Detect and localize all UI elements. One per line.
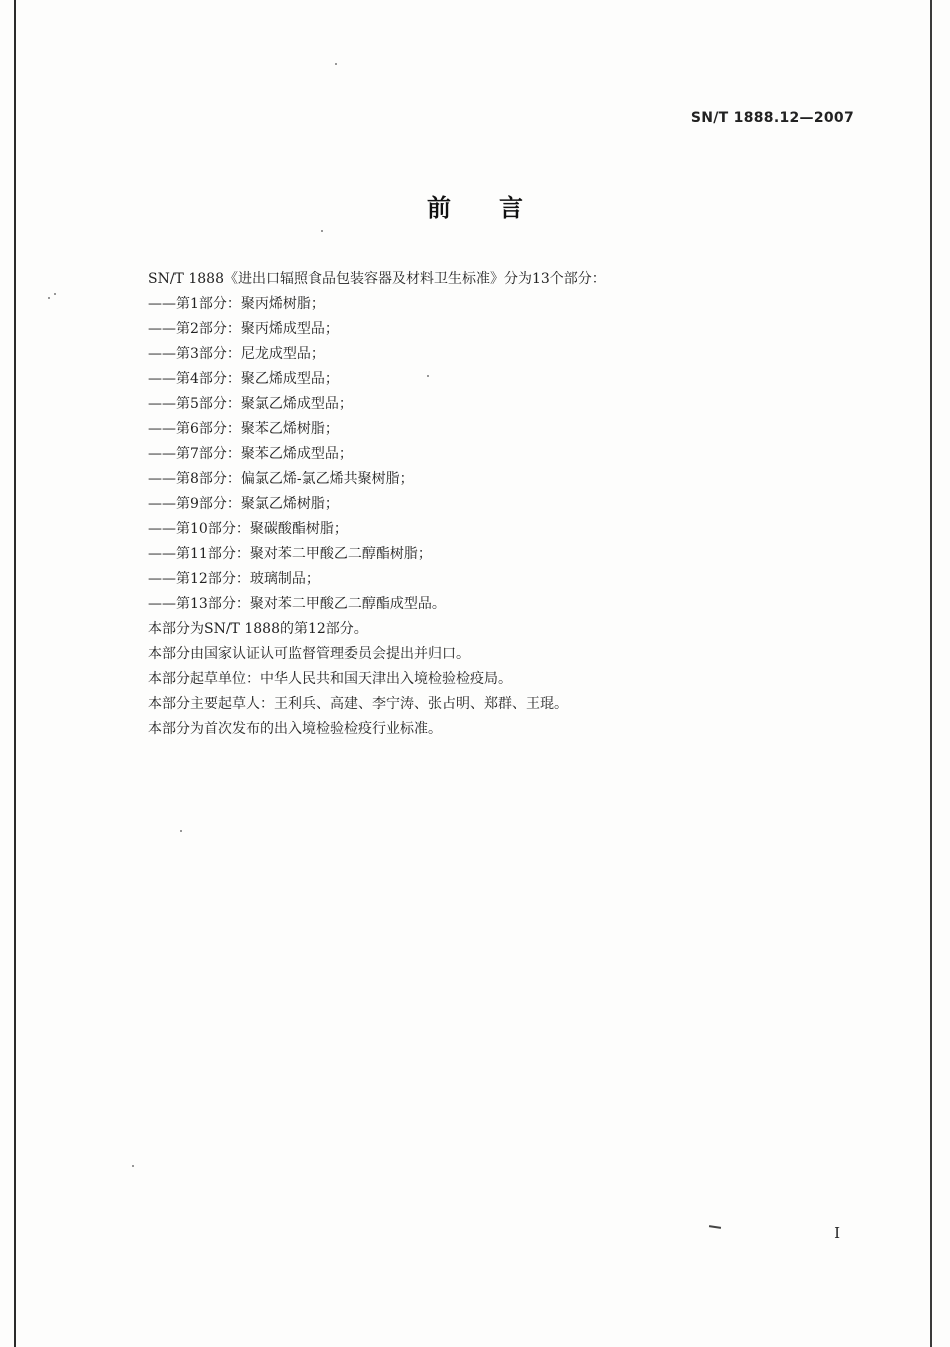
- standard-code: SN/T 1888.12—2007: [690, 110, 854, 126]
- part-item: ——第6部分：聚苯乙烯树脂；: [148, 421, 339, 437]
- part-item: ——第10部分：聚碳酸酯树脂；: [148, 521, 348, 537]
- statement-line: 本部分为首次发布的出入境检验检疫行业标准。: [148, 721, 442, 737]
- statement-line: 本部分主要起草人：王利兵、高建、李宁涛、张占明、郑群、王琨。: [148, 696, 568, 712]
- part-item: ——第3部分：尼龙成型品；: [148, 346, 325, 362]
- part-item: ——第8部分：偏氯乙烯-氯乙烯共聚树脂；: [148, 471, 414, 487]
- scan-speck: [335, 63, 337, 65]
- intro-line: SN/T 1888《进出口辐照食品包装容器及材料卫生标准》分为13个部分：: [148, 271, 606, 287]
- scan-speck: [54, 293, 56, 295]
- page-title: 前言: [427, 194, 571, 222]
- scan-speck: [180, 830, 182, 832]
- scan-speck: [321, 230, 323, 232]
- scan-speck: [427, 375, 429, 377]
- part-item: ——第4部分：聚乙烯成型品；: [148, 371, 339, 387]
- part-item: ——第12部分：玻璃制品；: [148, 571, 320, 587]
- scan-mark: [709, 1225, 721, 1229]
- part-item: ——第2部分：聚丙烯成型品；: [148, 321, 339, 337]
- statement-line: 本部分为SN/T 1888的第12部分。: [148, 621, 368, 637]
- part-item: ——第7部分：聚苯乙烯成型品；: [148, 446, 353, 462]
- part-item: ——第5部分：聚氯乙烯成型品；: [148, 396, 353, 412]
- scan-speck: [132, 1165, 134, 1167]
- part-item: ——第13部分：聚对苯二甲酸乙二醇酯成型品。: [148, 596, 446, 612]
- foreword-body: [148, 267, 868, 742]
- part-item: ——第11部分：聚对苯二甲酸乙二醇酯树脂；: [148, 546, 432, 562]
- part-item: ——第9部分：聚氯乙烯树脂；: [148, 496, 339, 512]
- statement-line: 本部分起草单位：中华人民共和国天津出入境检验检疫局。: [148, 671, 512, 687]
- statement-line: 本部分由国家认证认可监督管理委员会提出并归口。: [148, 646, 470, 662]
- scan-speck: [48, 297, 50, 299]
- part-item: ——第1部分：聚丙烯树脂；: [148, 296, 325, 312]
- page-number: I: [834, 1224, 840, 1242]
